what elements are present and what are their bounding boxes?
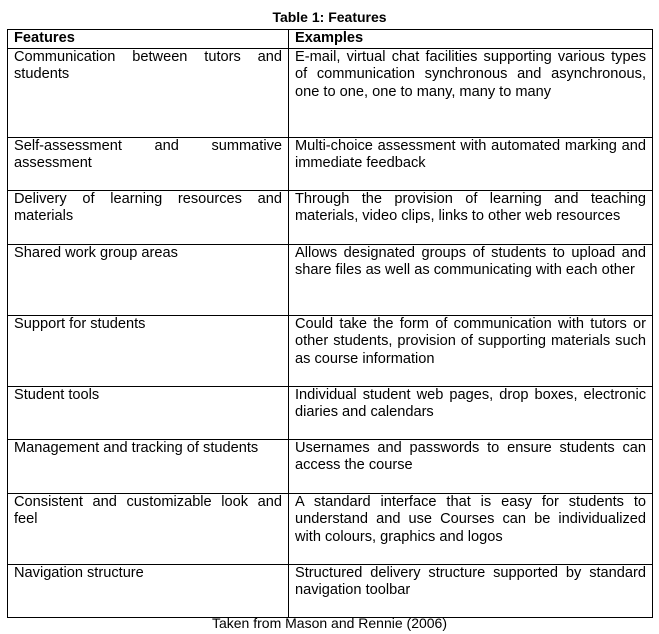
example-cell: Individual student web pages, drop boxes, electronic diaries and calendars (289, 386, 653, 439)
example-cell: E-mail, virtual chat facilities supporting various types of communication synchronous and asynchronous, one to one, one to many, many to many (289, 48, 653, 137)
feature-cell: Self-assessment and summative assessment (8, 137, 289, 190)
table-row (8, 190, 653, 244)
table-row (8, 315, 653, 386)
feature-cell: Consistent and customizable look and feel (8, 493, 289, 564)
header-examples: Examples (289, 30, 653, 49)
source-citation: Taken from Mason and Rennie (2006) (211, 615, 448, 631)
table-row (8, 244, 653, 315)
example-cell: A standard interface that is easy for students to understand and use Courses can be individualized with colours, graphics and logos (289, 493, 653, 564)
table-row (8, 137, 653, 190)
table-row (8, 386, 653, 439)
table-row (8, 493, 653, 564)
feature-cell: Support for students (8, 315, 289, 386)
example-cell: Allows designated groups of students to upload and share files as well as communicating with each other (289, 244, 653, 315)
example-cell: Usernames and passwords to ensure students can access the course (289, 439, 653, 493)
table-row (8, 439, 653, 493)
feature-cell: Communication between tutors and students (8, 48, 289, 137)
header-features: Features (8, 30, 289, 49)
table-caption: Table 1: Features (272, 9, 387, 25)
features-table (7, 29, 653, 618)
table-row (8, 48, 653, 137)
example-cell: Through the provision of learning and teaching materials, video clips, links to other web resources (289, 190, 653, 244)
example-cell: Multi-choice assessment with automated marking and immediate feedback (289, 137, 653, 190)
feature-cell: Student tools (8, 386, 289, 439)
feature-cell: Management and tracking of students (8, 439, 289, 493)
feature-cell: Navigation structure (8, 564, 289, 617)
feature-cell: Shared work group areas (8, 244, 289, 315)
table-row (8, 564, 653, 617)
feature-cell: Delivery of learning resources and materials (8, 190, 289, 244)
table-header-row (8, 30, 653, 49)
example-cell: Structured delivery structure supported by standard navigation toolbar (289, 564, 653, 617)
example-cell: Could take the form of communication with tutors or other students, provision of supporting materials such as course information (289, 315, 653, 386)
